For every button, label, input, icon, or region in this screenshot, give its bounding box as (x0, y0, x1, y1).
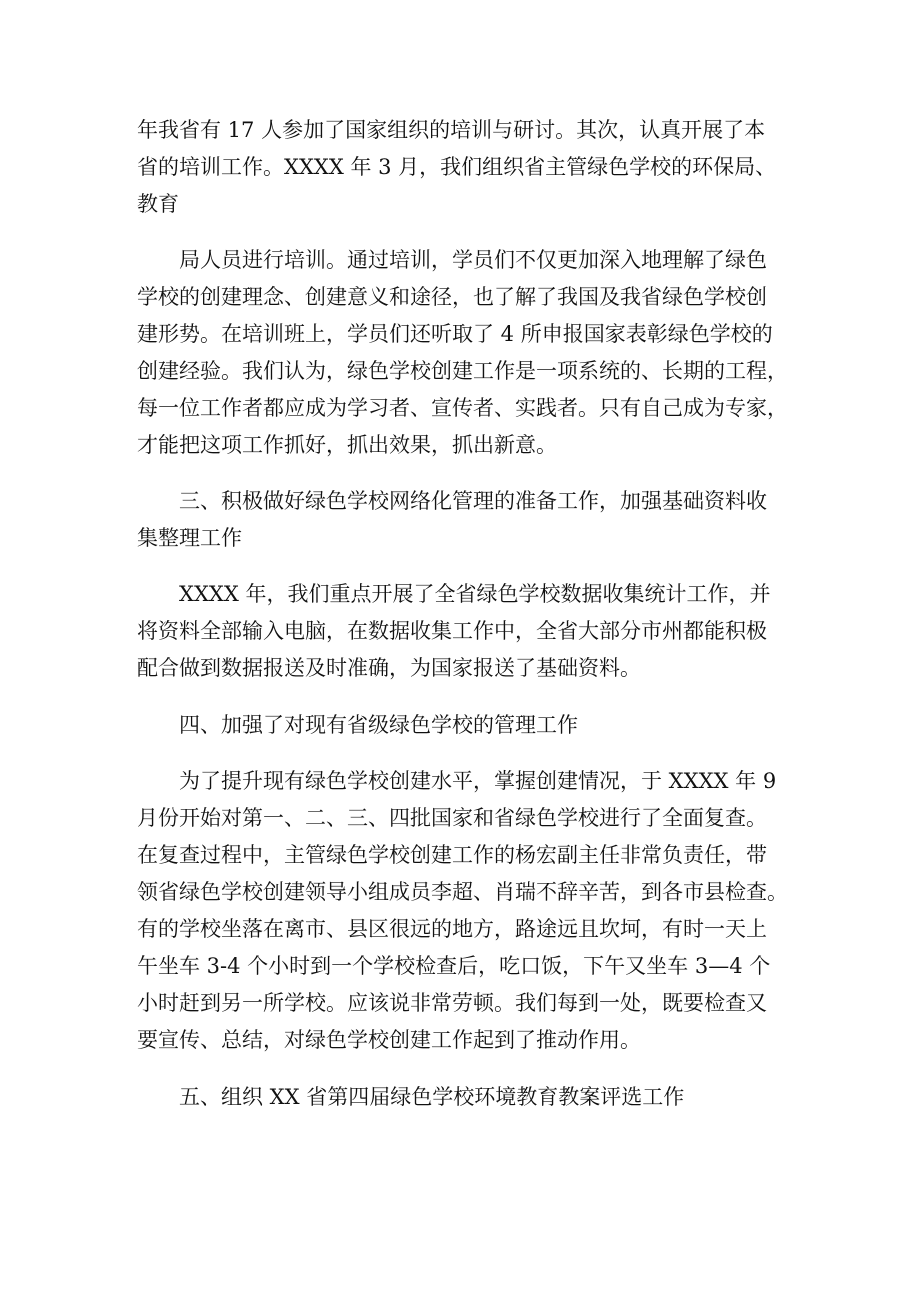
text-line: 领省绿色学校创建领导小组成员李超、肖瑞不辞辛苦，到各市县检查。 (137, 880, 788, 904)
heading-section-four (137, 707, 797, 744)
text-line: 创建经验。我们认为，绿色学校创建工作是一项系统的、长期的工程， (137, 359, 788, 383)
text-line: 省的培训工作。XXXX 年 3 月，我们组织省主管绿色学校的环保局、 (137, 155, 777, 179)
text-line: 将资料全部输入电脑，在数据收集工作中，全省大部分市州都能积极 (137, 619, 767, 643)
text-line: 四、加强了对现有省级绿色学校的管理工作 (179, 713, 578, 737)
text-line: 年我省有 17 人参加了国家组织的培训与研讨。其次，认真开展了本 (137, 118, 766, 142)
text-line: 要宣传、总结，对绿色学校创建工作起到了推动作用。 (137, 1028, 641, 1052)
text-line: 月份开始对第一、二、三、四批国家和省绿色学校进行了全面复查。 (137, 806, 767, 830)
paragraph-training-continued (137, 112, 797, 223)
text-line: 才能把这项工作抓好，抓出效果，抓出新意。 (137, 433, 557, 457)
heading-section-three (137, 483, 797, 557)
text-line: 每一位工作者都应成为学习者、宣传者、实践者。只有自己成为专家， (137, 396, 788, 420)
text-line: 在复查过程中，主管绿色学校创建工作的杨宏副主任非常负责任，带 (137, 843, 767, 867)
text-line: 建形势。在培训班上，学员们还听取了 4 所申报国家表彰绿色学校的 (137, 322, 773, 346)
paragraph-data-collection (137, 576, 797, 687)
heading-section-five (137, 1079, 797, 1116)
text-line: 午坐车 3-4 个小时到一个学校检查后，吃口饭，下午又坐车 3—4 个 (137, 954, 771, 978)
paragraph-training-results (137, 242, 797, 464)
text-line: 三、积极做好绿色学校网络化管理的准备工作，加强基础资料收 (179, 489, 767, 513)
text-line: 局人员进行培训。通过培训，学员们不仅更加深入地理解了绿色 (179, 248, 767, 272)
text-line: 学校的创建理念、创建意义和途径，也了解了我国及我省绿色学校创 (137, 285, 767, 309)
text-line: 为了提升现有绿色学校创建水平，掌握创建情况，于 XXXX 年 9 (179, 769, 777, 793)
text-line: 有的学校坐落在离市、县区很远的地方，路途远且坎坷，有时一天上 (137, 917, 767, 941)
document-body (137, 112, 797, 1116)
text-line: 五、组织 XX 省第四届绿色学校环境教育教案评选工作 (179, 1085, 685, 1109)
text-line: 配合做到数据报送及时准确，为国家报送了基础资料。 (137, 656, 641, 680)
text-line: 集整理工作 (137, 526, 242, 550)
paragraph-school-review (137, 763, 797, 1059)
text-line: XXXX 年，我们重点开展了全省绿色学校数据收集统计工作，并 (179, 582, 771, 606)
text-line: 小时赶到另一所学校。应该说非常劳顿。我们每到一处，既要检查又 (137, 991, 767, 1015)
text-line: 教育 (137, 192, 179, 216)
